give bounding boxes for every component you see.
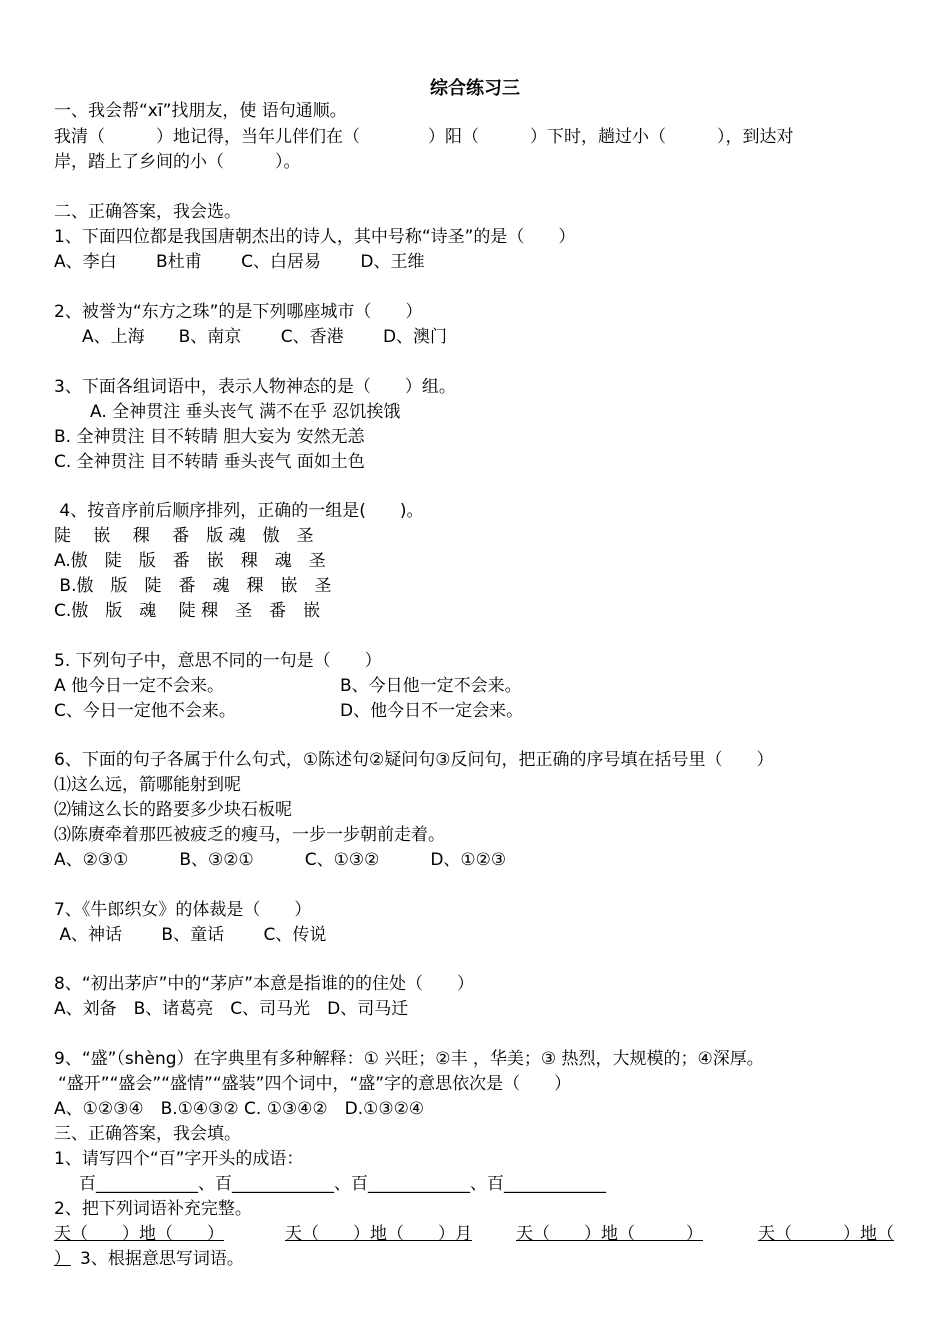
q4-words: 陡 嵌 稞 番 版 魂 傲 圣 [54,526,314,546]
page-title: 综合练习三 [430,78,520,99]
q1-text: 1、下面四位都是我国唐朝杰出的诗人，其中号称“诗圣”的是（ ） [54,227,576,247]
section3-heading: 三、正确答案，我会填。 [54,1124,241,1144]
q3-option-a: A. 全神贯注 垂头丧气 满不在乎 忍饥挨饿 [90,402,401,422]
q2-text: 2、被誉为“东方之珠”的是下列哪座城市（ ） [54,302,423,322]
q5-option-d: D、他今日不一定会来。 [340,701,524,721]
q5-option-b: B、今日他一定不会来。 [340,676,522,696]
q4-option-a: A.傲 陡 版 番 嵌 稞 魂 圣 [54,551,326,571]
section1-line2: 岸，踏上了乡间的小（ ）。 [54,152,301,172]
q6-sentence-2: ⑵铺这么长的路要多少块石板呢 [54,800,292,820]
s3-q2-text: 2、把下列词语补充完整。 [54,1199,252,1219]
q3-text: 3、下面各组词语中，表示人物神态的是（ ）组。 [54,377,456,397]
section1-heading: 一、我会帮“xī”找朋友，使 语句通顺。 [54,101,347,121]
s3-q1-blanks: 百____________、百____________、百____________、百____________ [62,1174,606,1194]
q3-option-b: B. 全神贯注 目不转睛 胆大妄为 安然无恙 [54,427,365,447]
q2-options: A、上海 B、南京 C、香港 D、澳门 [82,327,448,347]
q7-text: 7、《牛郎织女》的体裁是（ ） [54,900,312,920]
q4-text: 4、按音序前后顺序排列，正确的一组是( )。 [54,501,424,521]
q5-text: 5. 下列句子中，意思不同的一句是（ ） [54,651,382,671]
q6-sentence-3: ⑶陈赓牵着那匹被疲乏的瘦马，一步一步朝前走着。 [54,825,445,845]
s3-q2-item-b: 天（ ）地（ ）月 [285,1224,472,1244]
q8-options: A、刘备 B、诸葛亮 C、司马光 D、司马迁 [54,999,409,1019]
q5-option-c: C、今日一定他不会来。 [54,701,236,721]
q8-text: 8、“初出茅庐”中的“茅庐”本意是指谁的的住处（ ） [54,974,475,994]
s3-q2-item-c: 天（ ）地（ ） [516,1224,703,1244]
q6-options: A、②③① B、③②① C、①③② D、①②③ [54,850,507,870]
s3-q2-item-a: 天（ ）地（ ） [54,1224,224,1244]
q4-option-c: C.傲 版 魂 陡 稞 圣 番 嵌 [54,601,321,621]
q7-options: A、神话 B、童话 C、传说 [54,925,327,945]
q3-option-c: C. 全神贯注 目不转睛 垂头丧气 面如土色 [54,452,365,472]
section1-line1: 我清（ ）地记得，当年儿伴们在（ ）阳（ ）下时，趟过小（ ），到达对 [54,127,794,147]
q9-options: A、①②③④ B.①④③② C. ①③④② D.①③②④ [54,1099,425,1119]
s3-q3-text: 3、根据意思写词语。 [80,1249,244,1269]
s3-q2-item-d: 天（ ）地（ [758,1224,894,1244]
q6-sentence-1: ⑴这么远，箭哪能射到呢 [54,775,241,795]
q9-text-continued: “盛开”“盛会”“盛情”“盛装”四个词中，“盛”字的意思依次是（ ） [58,1074,572,1094]
s3-q2-item-d-end: ） [54,1249,71,1269]
q4-option-b: B.傲 版 陡 番 魂 稞 嵌 圣 [54,576,332,596]
section2-heading: 二、正确答案，我会选。 [54,202,241,222]
q1-options: A、李白 B杜甫 C、白居易 D、王维 [54,252,425,272]
q9-text: 9、“盛”（shèng）在字典里有多种解释：① 兴旺；②丰 ，华美；③ 热烈，大规模的；④深厚。 [54,1049,764,1069]
q5-option-a: A 他今日一定不会来。 [54,676,225,696]
q6-text: 6、下面的句子各属于什么句式，①陈述句②疑问句③反问句，把正确的序号填在括号里（ ） [54,750,774,770]
s3-q1-text: 1、请写四个“百”字开头的成语： [54,1149,304,1169]
